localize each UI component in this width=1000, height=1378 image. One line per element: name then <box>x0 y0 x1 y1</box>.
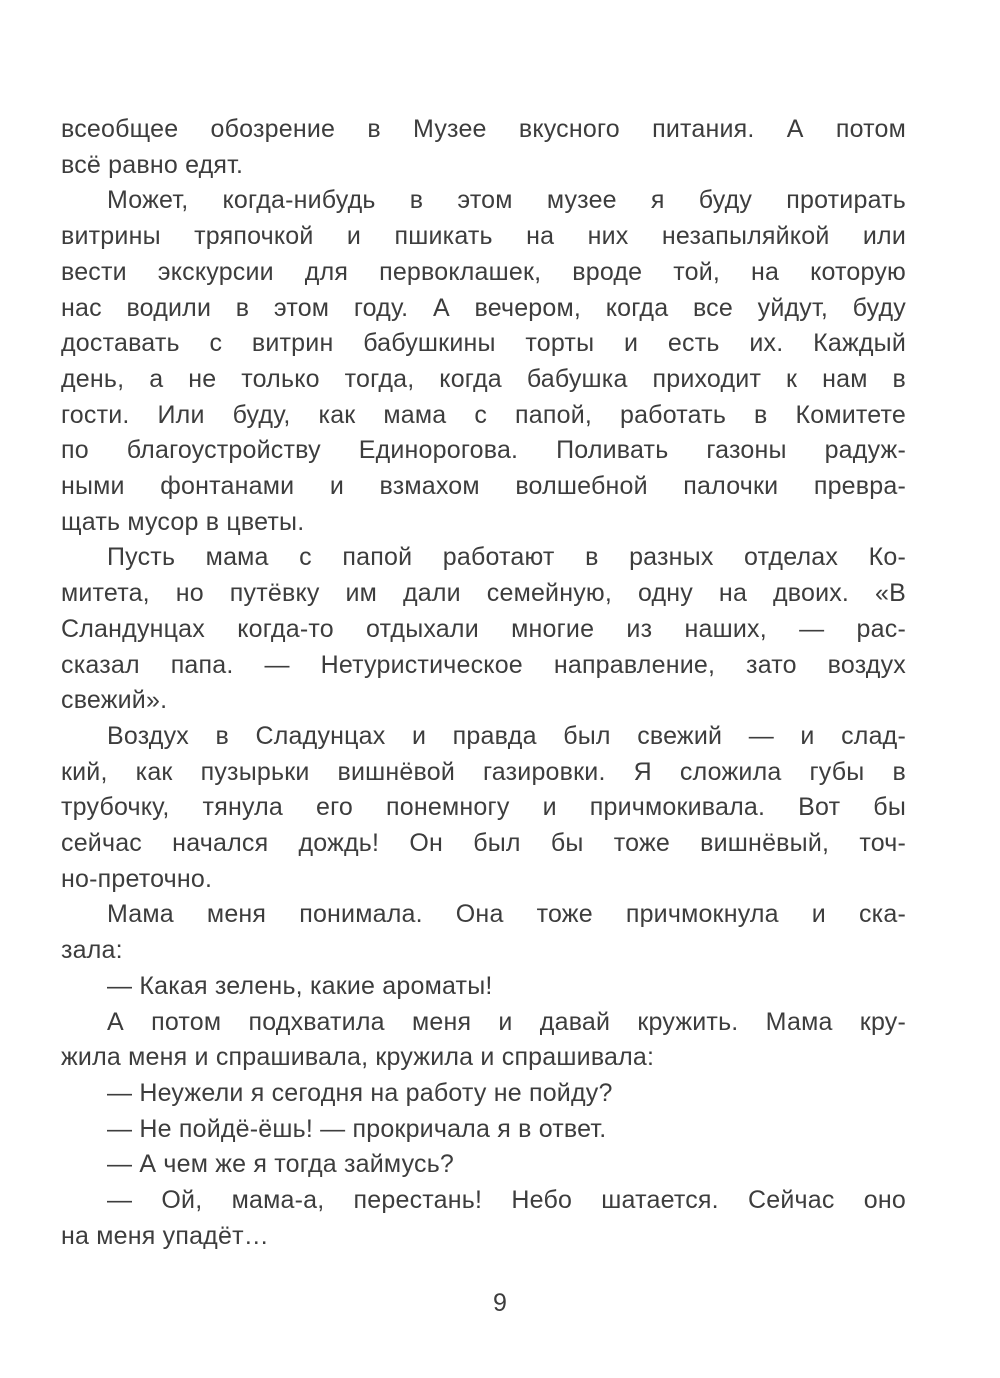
text-line: день, а не только тогда, когда бабушка приходит к нам в <box>61 364 906 393</box>
text-line: витрины тряпочкой и пшикать на них незапыляйкой или <box>61 222 906 251</box>
text-line: митета, но путёвку им дали семейную, одну на двоих. «В <box>61 579 906 608</box>
text-line: доставать с витрин бабушкины торты и есть их. Каждый <box>61 329 906 358</box>
text-line: по благоустройству Единорогова. Поливать газоны радуж- <box>61 436 906 465</box>
text-line: Сландунцах когда-то отдыхали многие из наших, — рас- <box>61 614 906 643</box>
paragraph <box>61 897 906 968</box>
paragraph <box>61 1183 906 1254</box>
paragraph <box>61 969 906 1005</box>
text-line: свежий». <box>61 686 168 715</box>
text-line: — Какая зелень, какие ароматы! <box>107 971 493 1000</box>
text-line: кий, как пузырьки вишнёвой газировки. Я сложила губы в <box>61 757 906 786</box>
text-line: Может, когда-нибудь в этом музее я буду протирать <box>107 186 906 215</box>
text-line: сказал папа. — Нетуристическое направление, зато воздух <box>61 650 906 679</box>
text-line: щать мусор в цветы. <box>61 507 305 536</box>
text-line: ными фонтанами и взмахом волшебной палочки превра- <box>61 472 906 501</box>
paragraph <box>61 1112 906 1148</box>
text-block <box>61 112 906 1255</box>
text-line: всё равно едят. <box>61 150 244 179</box>
text-line: Воздух в Сладунцах и правда был свежий — и слад- <box>107 721 906 750</box>
text-line: сейчас начался дождь! Он был бы тоже вишнёвый, точ- <box>61 829 906 858</box>
paragraph <box>61 719 906 898</box>
text-line: вести экскурсии для первоклашек, вроде той, на которую <box>61 257 906 286</box>
text-line: — Не пойдё-ёшь! — прокричала я в ответ. <box>107 1114 607 1143</box>
paragraph <box>61 1005 906 1076</box>
text-line: — А чем же я тогда займусь? <box>107 1150 455 1179</box>
text-line: — Неужели я сегодня на работу не пойду? <box>107 1078 613 1107</box>
text-line: гости. Или буду, как мама с папой, работать в Комитете <box>61 400 906 429</box>
paragraph <box>61 112 906 183</box>
paragraph <box>61 183 906 540</box>
text-line: нас водили в этом году. А вечером, когда все уйдут, буду <box>61 293 906 322</box>
text-line: Мама меня понимала. Она тоже причмокнула и ска- <box>107 900 906 929</box>
text-line: зала: <box>61 936 123 965</box>
text-line: жила меня и спрашивала, кружила и спрашивала: <box>61 1043 655 1072</box>
text-line: Пусть мама с папой работают в разных отделах Ко- <box>107 543 906 572</box>
paragraph <box>61 1147 906 1183</box>
text-line: — Ой, мама-а, перестань! Небо шатается. Сейчас оно <box>107 1186 906 1215</box>
page-number: 9 <box>493 1289 507 1317</box>
text-line: всеобщее обозрение в Музее вкусного питания. А потом <box>61 115 906 143</box>
text-line: трубочку, тянула его понемногу и причмокивала. Вот бы <box>61 793 906 822</box>
text-line: но-преточно. <box>61 864 213 893</box>
text-line: на меня упадёт… <box>61 1221 269 1250</box>
paragraph <box>61 540 906 719</box>
paragraph <box>61 1076 906 1112</box>
text-line: А потом подхватила меня и давай кружить. Мама кру- <box>107 1007 906 1036</box>
